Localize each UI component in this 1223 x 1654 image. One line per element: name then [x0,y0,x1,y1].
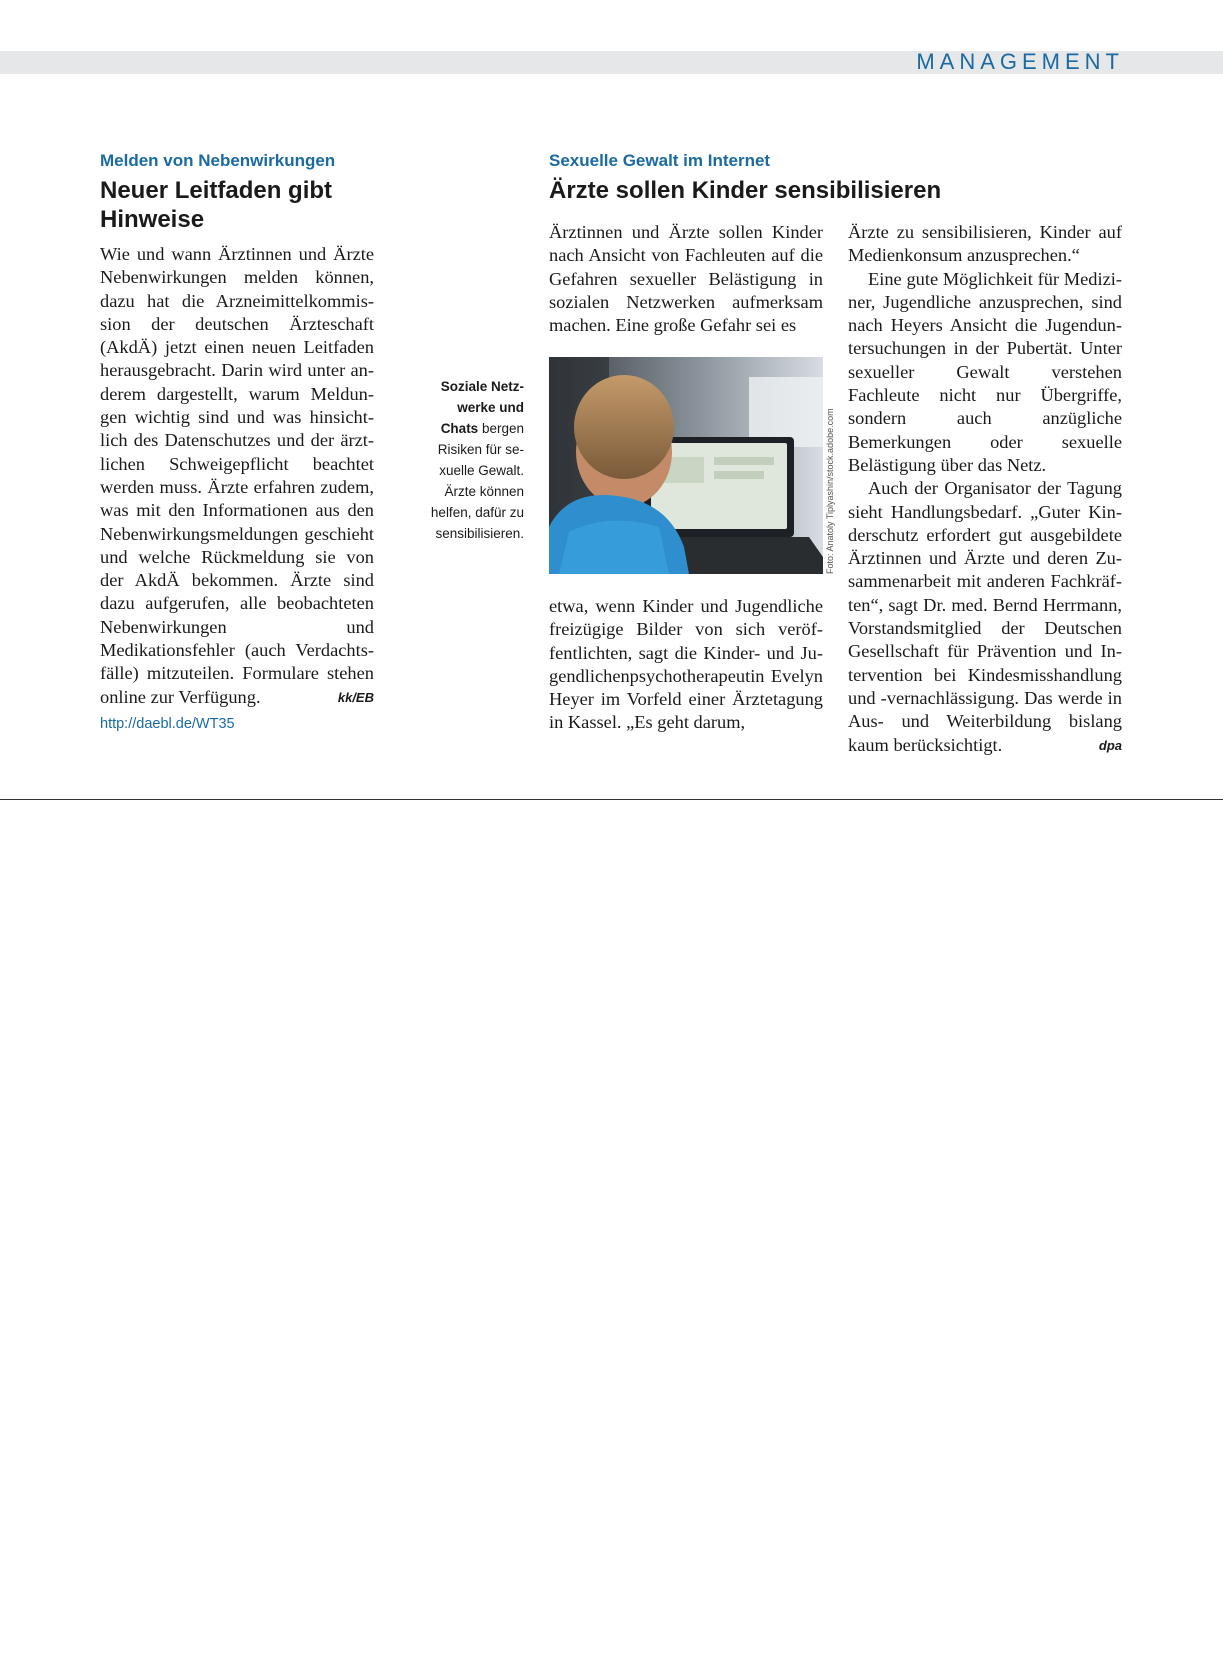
article2-col1-bottom-text: etwa, wenn Kinder und Jugendliche freizügige Bilder von sich veröffentlichten, sagt die Kinder- und Jugendlichenpsychotherapeutin Evelyn Heyer im Vorfeld einer Ärztetagung in Kassel. „Es geht darum, [549,596,823,733]
article2-kicker: Sexuelle Gewalt im Internet [549,151,771,170]
article2-col2-p2: Eine gute Möglichkeit für Mediziner, Jugendliche anzusprechen, sind nach Heyers Ansicht die Jugenduntersuchungen in der Pubertät. Unter sexueller Gewalt verstehen Fachleute nicht nur Übergriffe, sondern auch anzügliche Bemerkungen oder sexuelle Belästigung über das Netz. [848,268,1122,475]
article2-col1-top-text: Ärztinnen und Ärzte sollen Kinder nach Ansicht von Fachleuten auf die Gefahren sexueller Belästigung in sozialen Netzwerken aufmerksam machen. Eine große Gefahr sei es [549,222,823,336]
section-label: MANAGEMENT [916,49,1124,74]
article2-signature: dpa [1098,737,1122,753]
photo-caption-text: bergen Risiken für sexuelle Gewalt. Ärzte können helfen, dafür zu sensibilisieren. [430,421,524,541]
article2-col2 [848,221,1122,757]
photo-caption [420,376,524,544]
article2-col1-top [549,221,823,337]
article2-col2-p3: Auch der Organisator der Tagung sieht Handlungsbedarf. „Guter Kinderschutz erfordert gut ausgebildete Ärztinnen und Ärzte und deren Zusammenarbeit mit anderen Fachkräften“, sagt Dr. med. Bernd Herrmann, Vorstandsmitglied der Deutschen Gesellschaft für Prävention und Intervention bei Kindesmisshandlung und -vernachlässigung. Das werde in Aus- und Weiterbildung bislang kaum berücksichtigt. [848,478,1122,755]
article2-col1-bottom [549,595,823,735]
photo-credit [822,357,836,574]
article1-body-text: Wie und wann Ärztinnen und Ärzte Nebenwirkungen melden können, dazu hat die Arzneimittelkommission der deutschen Ärzteschaft (AkdÄ) jetzt einen neuen Leitfaden herausgebracht. Darin wird unter anderem dargestellt, warum Meldungen wichtig sind und was hinsichtlich des Datenschutzes und der ärztlichen Schweigepflicht beachtet werden muss. Ärzte erfahren zudem, was mit den Informationen aus den Nebenwirkungsmeldungen geschieht und welche Rückmeldung sie von der AkdÄ bekommen. Ärzte sind dazu aufgerufen, alle beobachteten Nebenwirkungen und Medikationsfehler (auch Verdachtsfälle) mitzuteilen. Formulare stehen online zur Verfügung. [100,244,374,707]
article1-body [100,243,374,709]
article1-link[interactable]: http://daebl.de/WT35 [100,716,235,732]
photo-caption-bold: Soziale Netzwerke und Chats [440,379,524,436]
article1-headline-line2: Hinweise [100,206,205,233]
article1-headline [100,176,400,234]
article1-headline-line1: Neuer Leitfaden gibt [100,177,333,204]
article1-signature: kk/EB [337,689,374,705]
photo-credit-text: Foto: Anatoly Tiplyashin/stock.adobe.com [825,408,835,574]
article2-col2-p1: Ärzte zu sensibilisieren, Kinder auf Medienkonsum anzusprechen.“ [848,222,1122,266]
article1-kicker: Melden von Nebenwirkungen [100,151,336,170]
boy-at-laptop-photo [549,357,823,574]
bottom-rule [0,799,1223,800]
article-photo [549,357,823,574]
article2-headline: Ärzte sollen Kinder sensibilisieren [549,177,942,204]
